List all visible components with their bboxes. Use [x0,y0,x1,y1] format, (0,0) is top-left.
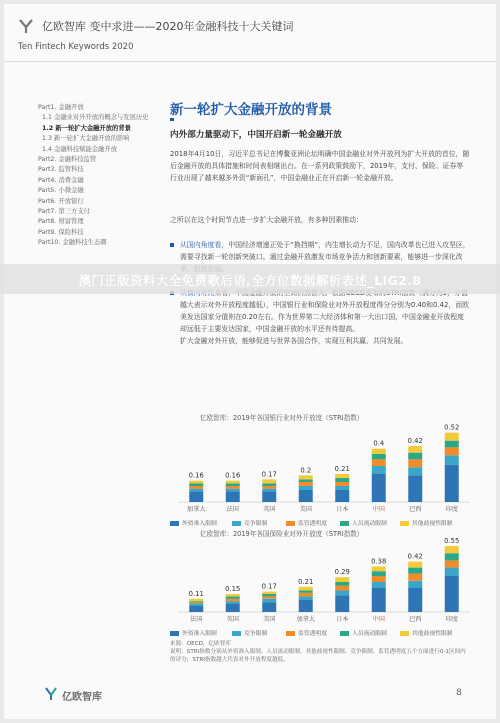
bullet-text: ，中国经济增速正处于“换挡期”，内生增长动力不足，国内改革也已进入攻坚区，需要寻找新一轮创新突破口。通过金融开放激发市场竞争活力和创新要素，能够进一步深化改 [180,241,470,261]
page-number: 8 [456,688,462,698]
chart-title: 亿欧智库：2019年各国银行业对外开放度（STRI指数） [200,414,364,422]
bar-segment [408,453,422,460]
bar-segment [372,474,386,502]
bar-segment [299,593,313,597]
factors-intro: 之所以在这个时间节点进一步扩大金融开放，有多种因素推动： [170,216,363,224]
legend-swatch [170,521,179,526]
bar-segment [408,588,422,612]
bar-segment [335,590,349,595]
category-label: 日本 [336,616,349,623]
chart-footnote [170,640,470,664]
watermark-text: 澳门正版资料大全免费歌后语,全方位数据解析表述_LIG2.8 [78,273,422,288]
data-label: 0.55 [444,537,460,545]
bar-segment [408,446,422,453]
bar-segment [262,594,276,596]
bar-segment [299,600,313,612]
category-label: 加拿大 [186,506,206,513]
bar-segment [335,490,349,502]
bar-segment [189,481,203,484]
bar-segment [372,582,386,588]
bar-segment [299,596,313,600]
bar-segment [335,582,349,586]
data-label: 0.21 [298,577,314,586]
legend-label: 外资准入限制 [182,521,217,527]
legend-swatch [340,631,349,636]
bar-segment [372,571,386,576]
bar-segment [372,576,386,582]
toc-item[interactable]: Part10. 金融科技生态圈 [38,239,107,247]
data-label: 0.42 [407,437,423,445]
bar-segment [299,475,313,479]
bar-segment [189,604,203,606]
bar-segment [408,459,422,467]
intro-paragraph: 2018年4月10日，习近平总书记在博鳌亚洲论坛明确中国金融业对外开放列为扩大开放的首位，随后金融开放的具体措施和时间表相继出台。在一系列政策鼓励下，2019年，支付、保险、证券等行业出现了越来越多外资“新面孔”，中国金融业正在开启新一轮金融开放。 [170,150,470,182]
category-label: 法国 [190,616,203,623]
bar-segment [408,568,422,574]
bar-segment [335,482,349,486]
toc-item[interactable]: Part1. 金融开放 [38,104,84,111]
bar-segment [445,560,459,567]
data-label: 0.16 [225,471,241,480]
bar-segment [372,566,386,571]
legend-label: 竞争限制 [244,631,268,637]
bar-segment [408,574,422,581]
legend-swatch [286,521,295,526]
legend-label: 人员流动限制 [352,631,387,637]
legend-label: 其他歧视性限制 [412,521,453,527]
bar-segment [226,594,240,596]
toc-item[interactable]: Part5. 小微金融 [38,187,84,195]
bar-segment [189,601,203,602]
bar-segment [226,601,240,603]
bullet-comparison [170,287,470,347]
legend-item [170,518,217,527]
report-title: 亿欧智库 变中求进——2020年金融科技十大关键词 [42,20,294,33]
data-label: 0.38 [371,557,387,566]
bar-segment [408,467,422,475]
bar-segment [335,577,349,582]
legend-item [286,518,327,527]
bar-segment [189,606,203,612]
chart-legend [170,628,480,638]
data-label: 0.16 [188,471,204,480]
bar-segment [226,604,240,612]
bar-segment [262,479,276,483]
category-label: 日本 [336,506,349,513]
legend-item [286,628,327,637]
toc-item[interactable]: Part4. 消费金融 [38,176,84,184]
insurance-stri-svg [170,528,480,626]
bullet-dot-icon [170,243,174,247]
bar-segment [226,489,240,492]
toc-item[interactable]: 1.1 金融业对外开放的概念与发展历史 [42,114,149,122]
category-label: 加拿大 [296,616,316,623]
legend-label: 监管透明度 [298,631,327,637]
bar-segment [189,483,203,486]
category-label: 印度 [445,616,458,623]
legend-item [400,518,453,527]
bar-segment [262,599,276,603]
bar-segment [299,590,313,592]
data-label: 0.17 [261,470,277,479]
legend-swatch [232,521,241,526]
legend-swatch [400,631,409,636]
bar-segment [372,466,386,474]
legend-item [340,628,387,637]
data-label: 0.17 [261,582,277,591]
toc-item[interactable]: Part9. 保险科技 [38,228,84,236]
legend-item [340,518,387,527]
bullet-cooperation-text: 扩大金融对外开放，能够促进与世界各国合作，实现互利共赢、共同发展。 [180,337,408,345]
yiou-footer-logo-icon [44,687,60,701]
section-title: 新一轮扩大金融开放的背景 [170,102,332,118]
bar-segment [372,449,386,454]
bar-segment [226,596,240,598]
bar-segment [226,491,240,502]
data-label: 0.29 [334,568,350,577]
data-label: 0.2 [300,466,312,475]
bar-segment [408,581,422,588]
category-label: 美国 [299,506,312,513]
bar-segment [335,474,349,478]
chart-title: 亿欧智库：2019年各国保险业对外开放度（STRI指数） [200,530,364,538]
bar-segment [189,602,203,603]
legend-item [170,628,217,637]
bar-segment [262,491,276,502]
bar-segment [445,553,459,560]
bar-segment [262,489,276,492]
bar-segment [226,483,240,486]
bar-segment [445,465,459,502]
legend-label: 其他歧视性限制 [412,631,453,637]
data-label: 0.52 [444,423,460,432]
legend-swatch [232,631,241,636]
source-note: 来源：OECD，亿欧智库 [170,641,231,647]
bar-segment [335,586,349,591]
data-label: 0.15 [225,585,241,593]
legend-swatch [286,631,295,636]
bar-segment [299,482,313,486]
table-of-contents [38,103,166,249]
bar-segment [299,587,313,591]
data-label: 0.4 [373,439,385,448]
bar-segment [445,568,459,576]
toc-item[interactable]: Part6. 开放银行 [38,197,84,205]
data-label: 0.42 [407,552,423,561]
category-label: 巴西 [409,616,422,623]
bar-segment [226,599,240,601]
bar-segment [299,490,313,502]
legend-swatch [400,521,409,526]
bar-segment [262,592,276,594]
bar-segment [189,491,203,502]
bar-segment [408,562,422,568]
bar-segment [299,486,313,490]
bar-segment [226,486,240,489]
bar-segment [262,596,276,598]
category-label: 巴西 [409,506,422,513]
category-label: 中国 [372,506,385,513]
legend-swatch [170,631,179,636]
banking-stri-chart [170,412,480,530]
legend-label: 竞争限制 [244,521,268,527]
toc-item[interactable]: Part7. 第三方支付 [38,208,90,216]
bar-segment [189,486,203,489]
bar-segment [299,479,313,482]
legend-label: 监管透明度 [298,521,327,527]
legend-item [232,518,267,527]
bar-segment [445,441,459,448]
yiou-logo-icon [18,18,36,34]
toc-item[interactable]: 1.4 金融科技赋能金融开放 [42,145,117,153]
bar-segment [262,602,276,612]
toc-item[interactable]: Part3. 监管科技 [38,166,84,174]
category-label: 英国 [226,616,239,623]
category-label: 印度 [445,506,458,513]
legend-label: 外资准入限制 [182,631,217,637]
banking-stri-svg [170,412,480,516]
bar-segment [372,588,386,612]
report-subtitle: Ten Fintech Keywords 2020 [18,42,134,52]
description-note: 说明：STRI指数分别从外资准入限制、人员流动限制、其他歧视性限制、竞争限制、监管透明度五个方面进行0-1区间内的评分，STRI指数越大代表对外开放程度越低。 [170,649,466,663]
bar-segment [335,486,349,490]
bar-segment [445,576,459,612]
category-label: 英国 [263,506,276,513]
chart-legend [170,518,480,528]
bullet-keyword: 从国内角度看 [180,241,222,249]
report-page [4,4,496,719]
toc-item[interactable]: Part8. 财富管理 [38,218,84,226]
bar-segment [189,599,203,601]
legend-item [400,628,453,637]
bar-segment [189,489,203,492]
section-subheading: 内外部力量驱动下，中国开启新一轮金融开放 [170,130,342,140]
insurance-stri-chart [170,528,480,638]
bar-segment [408,475,422,502]
bar-segment [445,546,459,553]
legend-label: 人员流动限制 [352,521,387,527]
category-label: 中国 [372,616,385,623]
bar-segment [335,478,349,482]
section-title-accent [170,118,174,121]
toc-item[interactable]: Part2. 金融科技监管 [38,156,97,164]
bar-segment [262,483,276,486]
data-label: 0.11 [188,589,204,598]
footer-brand: 亿欧智库 [62,692,102,703]
bar-segment [262,486,276,489]
bullet-text: 越大表示对外开放程度越低），中国银行业和保险业对外开放程度得分分别为0.40和0.42，而欧美发达国家分值则在0.20左右。作为世界第二大经济体和第一大出口国，中国金融业开放程度却远低于主要发达国家，中国金融开放的水平还有待提高。 [180,301,470,333]
legend-swatch [340,521,349,526]
bar-segment [372,454,386,459]
bar-segment [445,455,459,464]
bar-segment [226,481,240,484]
toc-item[interactable]: 1.3 新一轮扩大金融开放的影响 [42,135,130,143]
data-label: 0.21 [334,465,350,473]
category-label: 美国 [263,616,276,623]
bar-segment [445,433,459,441]
page-header [4,4,496,62]
legend-item [232,628,267,637]
bar-segment [335,595,349,612]
toc-item[interactable]: 1.2 新一轮扩大金融开放的背景 [42,124,131,132]
category-label: 法国 [226,506,239,513]
bar-segment [372,459,386,466]
bar-segment [445,447,459,455]
